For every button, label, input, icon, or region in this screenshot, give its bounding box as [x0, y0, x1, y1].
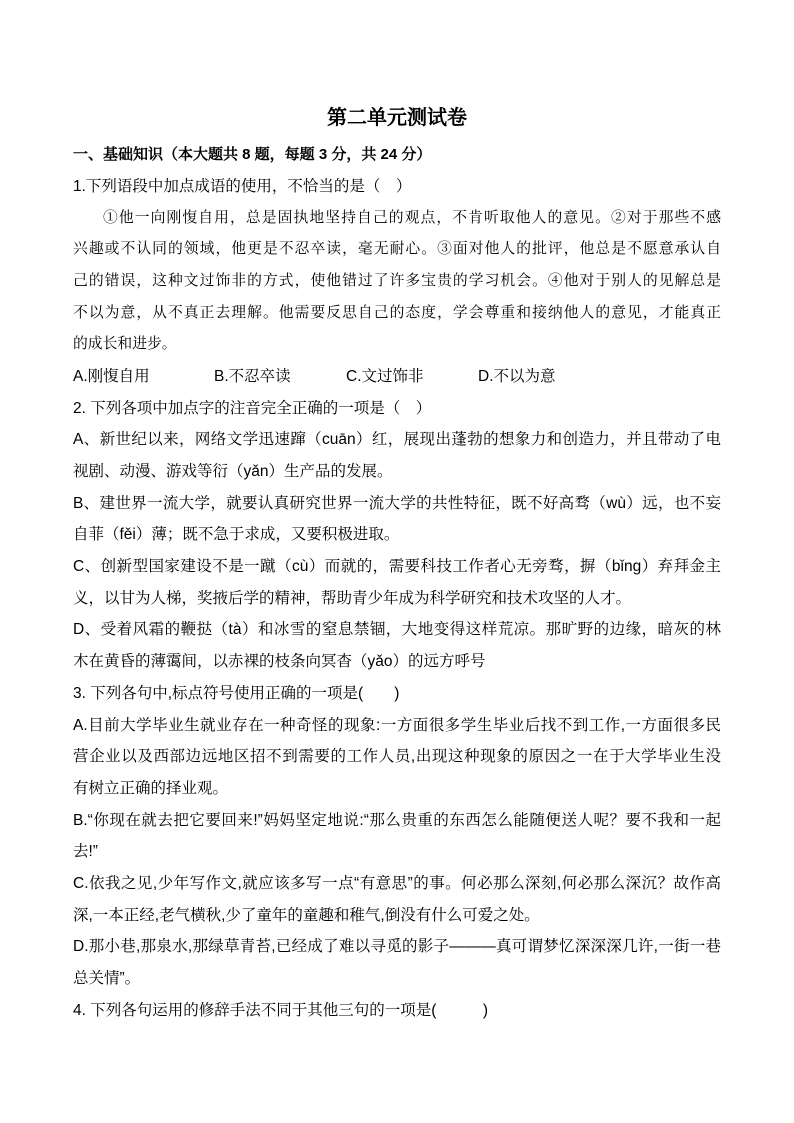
option-d: D.不以为意 [478, 367, 556, 385]
passage-line: 的成长和进步。 [73, 336, 177, 353]
option-line: B、建世界一流大学，就要认真研究世界一流大学的共性特征，既不好高骛（wù）远，也不妄 [73, 494, 721, 512]
passage-line: ①他一向刚愎自用，总是固执地坚持自己的观点，不肯听取他人的意见。②对于那些不感 [103, 209, 721, 226]
option-a: A.刚愎自用 [73, 367, 150, 385]
option-line: 去!” [73, 843, 98, 861]
question-1-stem: 1.下列语段中加点成语的使用，不恰当的是（ ） [73, 177, 412, 195]
option-c: C.文过饰非 [346, 367, 424, 385]
option-line: A.目前大学毕业生就业存在一种奇怪的现象:一方面很多学生毕业后找不到工作,一方面很多民 [73, 716, 721, 734]
option-line: 营企业以及西部边远地区招不到需要的工作人员,出现这种现象的原因之一在于大学毕业生没 [73, 748, 721, 766]
exam-content [73, 100, 721, 1026]
option-line: 自菲（fěi）薄；既不急于求成，又要积极进取。 [73, 526, 400, 544]
option-a [73, 424, 721, 487]
option-line: 有树立正确的择业观。 [73, 779, 229, 797]
option-line: B.“你现在就去把它要回来!”妈妈坚定地说:“那么贵重的东西怎么能随便送人呢？要不我和一起 [73, 811, 721, 829]
option-line: C、创新型国家建设不是一蹴（cù）而就的，需要科技工作者心无旁骛，摒（bǐng）弃拜金主 [73, 558, 721, 576]
question-3 [73, 678, 721, 995]
option-d [73, 931, 721, 994]
section-heading: 一、基础知识（本大题共 8 题，每题 3 分，共 24 分） [73, 146, 432, 164]
question-4-stem: 4. 下列各句运用的修辞手法不同于其他三句的一项是( ) [73, 1001, 489, 1019]
question-1-options [73, 361, 721, 393]
option-c [73, 551, 721, 614]
option-a [73, 710, 721, 805]
question-3-stem: 3. 下列各句中,标点符号使用正确的一项是( ) [73, 684, 400, 702]
passage-line: 不以为意，从不真正去理解。他需要反思自己的态度，学会尊重和接纳他人的意见，才能真正 [73, 304, 721, 321]
option-d [73, 614, 721, 677]
option-line: A、新世纪以来，网络文学迅速蹿（cuān）红，展现出蓬勃的想象力和创造力，并且带动了电 [73, 431, 721, 449]
question-2 [73, 393, 721, 678]
option-b: B.不忍卒读 [214, 367, 291, 385]
question-1-passage [73, 203, 721, 361]
option-line: D、受着风霜的鞭挞（tà）和冰雪的窒息禁锢，大地变得这样荒凉。那旷野的边缘，暗灰的林 [73, 621, 721, 639]
option-line: 总关情”。 [73, 970, 141, 988]
question-2-stem: 2. 下列各项中加点字的注音完全正确的一项是（ ） [73, 399, 432, 417]
option-line: C.依我之见,少年写作文,就应该多写一点“有意思”的事。何必那么深刻,何必那么深沉？故作高 [73, 874, 721, 892]
page-title: 第二单元测试卷 [327, 107, 467, 129]
option-b [73, 488, 721, 551]
passage-line: 己的错误，这种文过饰非的方式，使他错过了许多宝贵的学习机会。④他对于别人的见解总是 [73, 272, 721, 289]
option-line: 深,一本正经,老气横秋,少了童年的童趣和稚气,倒没有什么可爱之处。 [73, 906, 540, 924]
question-4 [73, 995, 721, 1027]
option-line: 义，以甘为人梯，奖掖后学的精神，帮助青少年成为科学研究和技术攻坚的人才。 [73, 589, 632, 607]
option-b [73, 805, 721, 868]
option-c [73, 868, 721, 931]
option-line: 木在黄昏的薄霭间，以赤裸的枝条向冥杳（yǎo）的远方呼号 [73, 653, 486, 671]
passage-line: 兴趣或不认同的领域，他更是不忍卒读，毫无耐心。③面对他人的批评，他总是不愿意承认自 [73, 241, 721, 258]
question-1 [73, 171, 721, 393]
option-line: 视剧、动漫、游戏等衍（yǎn）生产品的发展。 [73, 463, 393, 481]
option-line: D.那小巷,那泉水,那绿草青苔,已经成了难以寻觅的影子———真可谓梦忆深深深几许,一街一巷 [73, 938, 721, 956]
